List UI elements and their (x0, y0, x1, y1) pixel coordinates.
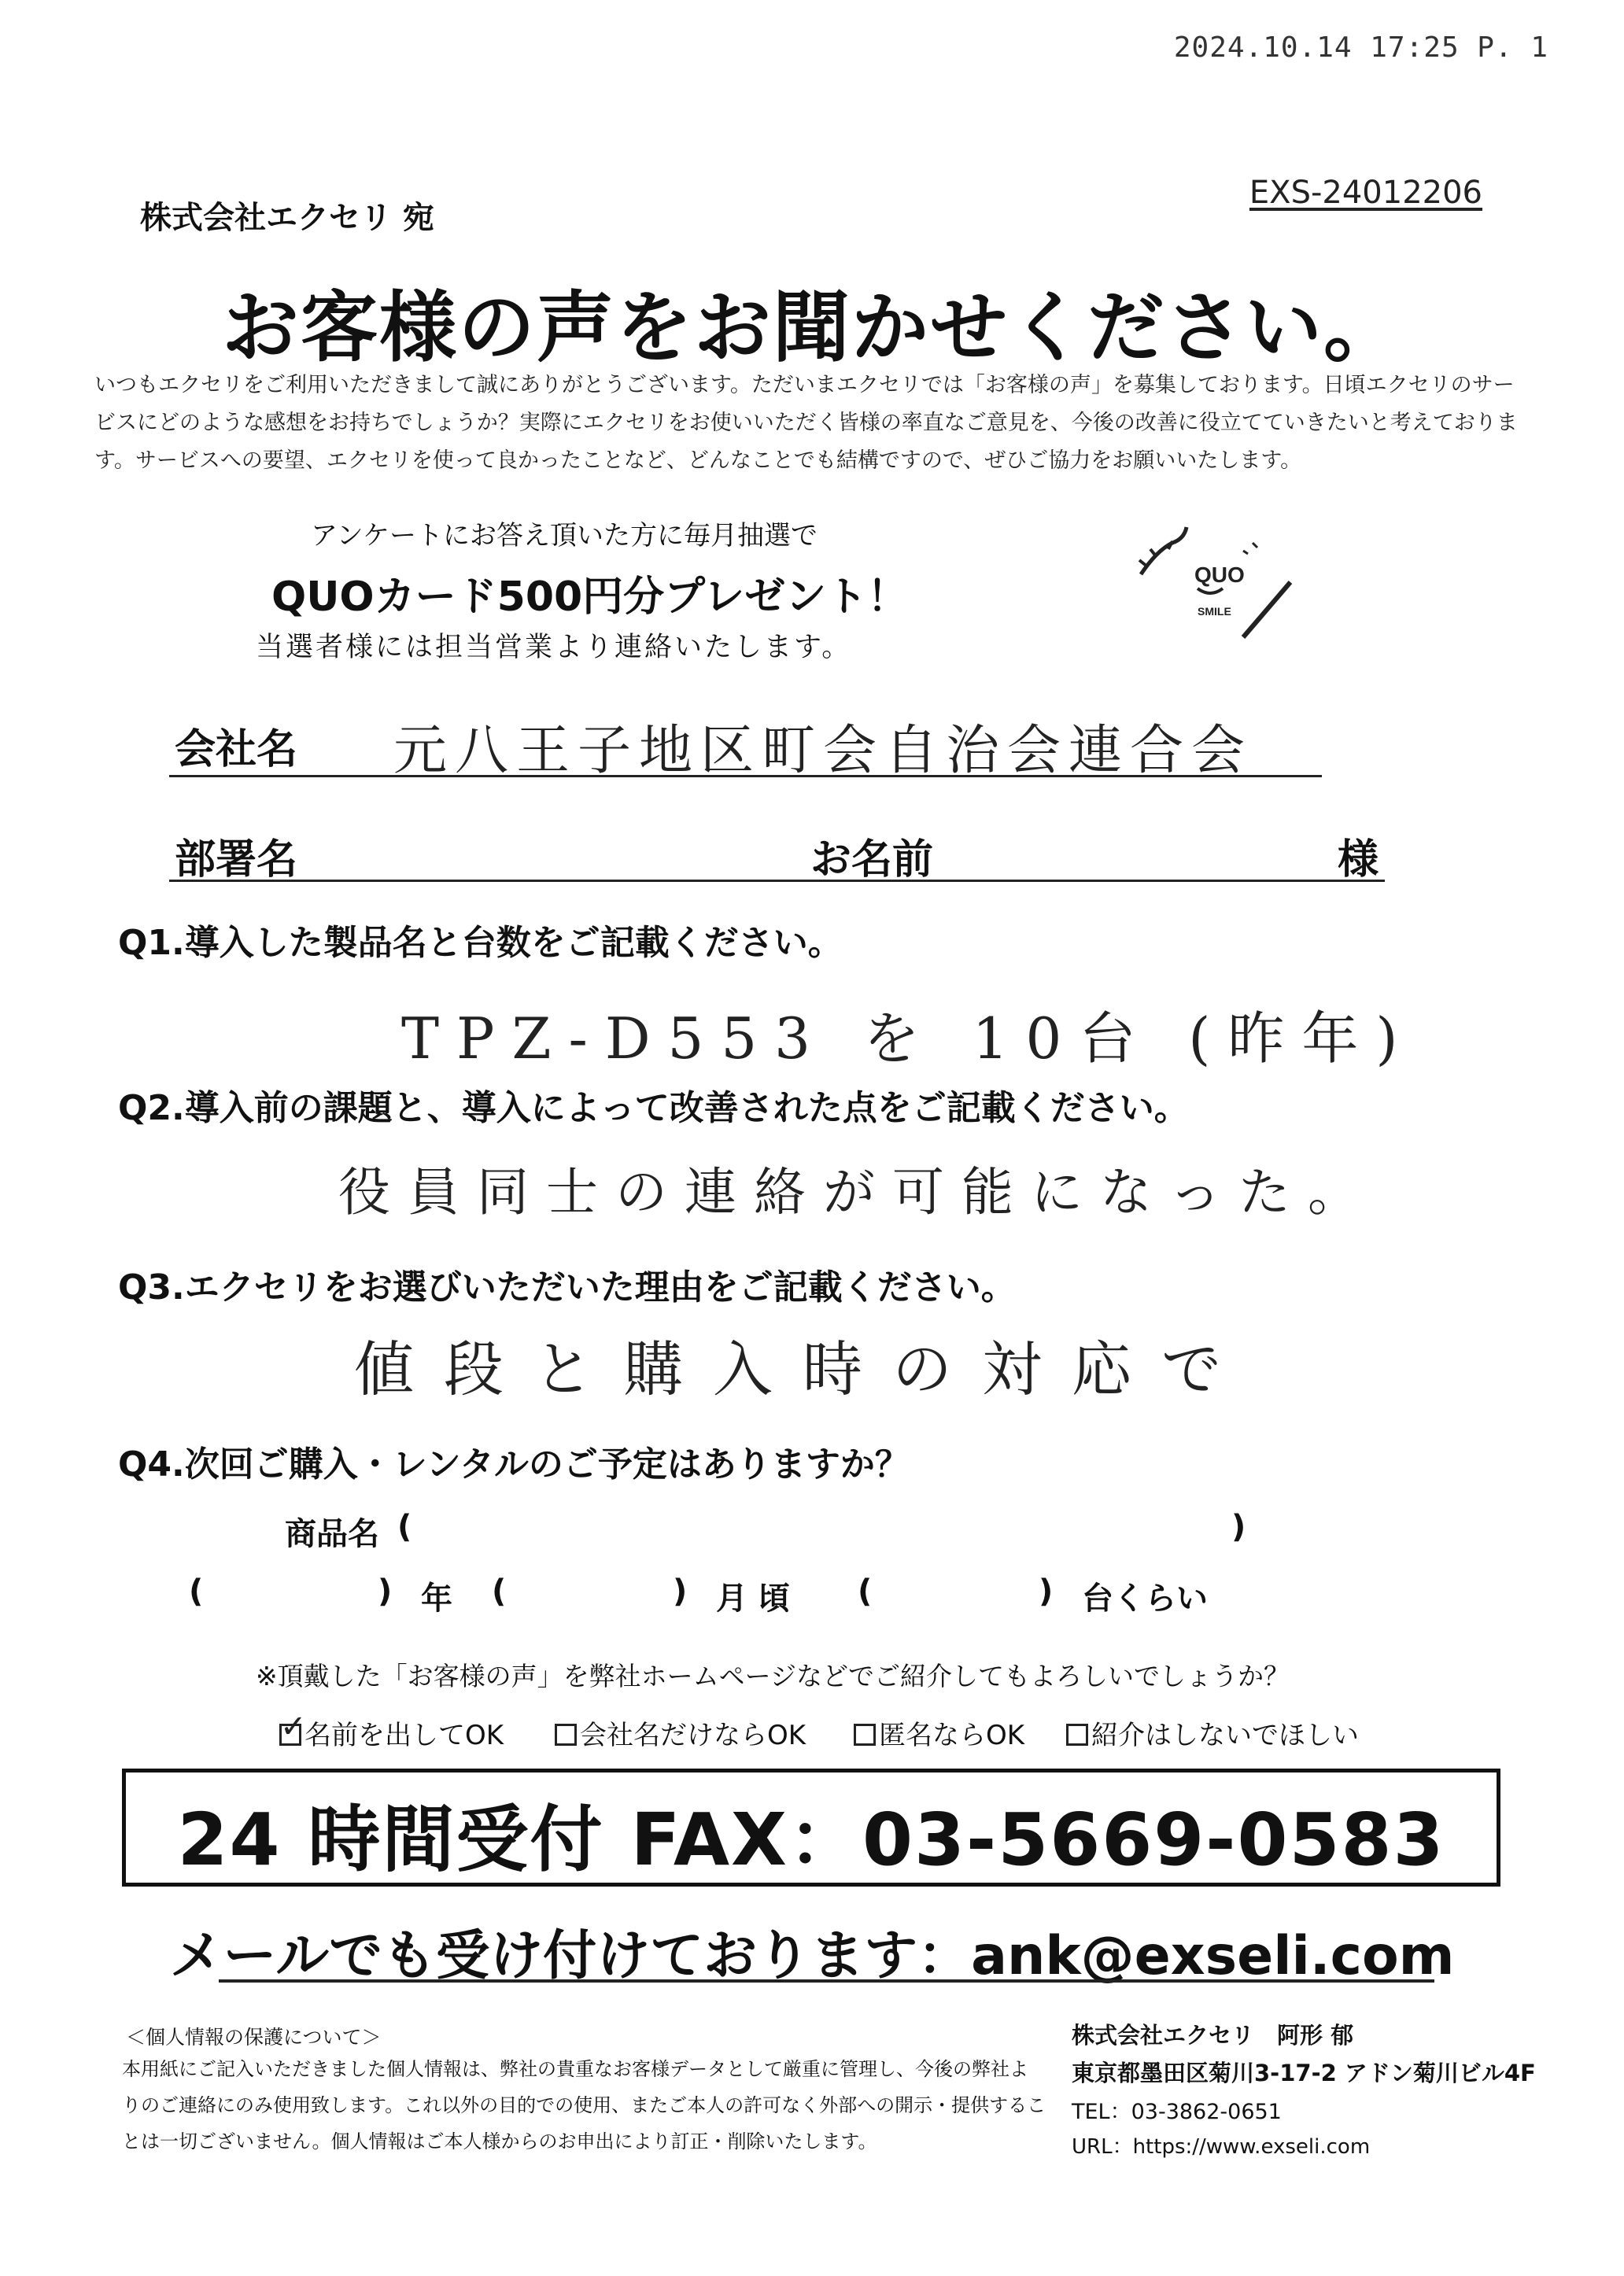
fax-datetime-header: 2024.10.14 17:25 P. 1 (1173, 31, 1548, 64)
q4-units-open-paren: ( (858, 1573, 873, 1610)
checkbox-unchecked[interactable] (1066, 1724, 1088, 1746)
q3-label: Q3.エクセリをお選びいただいた理由をご記載ください。 (118, 1267, 1016, 1308)
q4-product-label: 商品名 (285, 1516, 379, 1552)
company-tel: TEL：03-3862-0651 (1072, 2100, 1282, 2124)
company-url: URL：https://www.exseli.com (1072, 2135, 1371, 2159)
q4-units-close-paren: ) (1039, 1573, 1054, 1610)
q4-month-label: 月 頃 (716, 1581, 790, 1617)
q4-product-close-paren: ) (1231, 1509, 1246, 1545)
consent-option-no-introduction[interactable] (1066, 1713, 1359, 1752)
checkbox-unchecked[interactable] (555, 1724, 577, 1746)
q4-year-open-paren: ( (189, 1573, 204, 1610)
consent-option-company-only[interactable] (555, 1713, 806, 1752)
mail-underline (219, 1979, 1434, 1983)
consent-option-anonymous[interactable] (854, 1713, 1024, 1752)
consent-question: ※頂戴した「お客様の声」を弊社ホームページなどでご紹介してもよろしいでしょうか？ (256, 1661, 1290, 1691)
promo-line-3: 当選者様には担当営業より連絡いたします。 (256, 632, 852, 663)
checkbox-checked[interactable] (279, 1709, 307, 1746)
consent-option-label: 会社名だけならOK (580, 1720, 806, 1751)
q4-year-label: 年 (421, 1581, 452, 1617)
consent-option-label: 紹介はしないでほしい (1091, 1720, 1359, 1751)
company-address: 東京都墨田区菊川3-17-2 アドン菊川ビル4F (1072, 2060, 1536, 2086)
intro-text: いつもエクセリをご利用いただきまして誠にありがとうございます。ただいまエクセリでは「お客様の声」を募集しております。日頃エクセリのサービスにどのような感想をお持ちでしょうか？実際にエクセリをお使いいただく皆様の率直なご意見を、今後の改善に役立てていきたいと考えております。サービスへの要望、エクセリを使って良かったことなど、どんなことでも結構ですので、ぜひご協力をお願いいたします。 (94, 373, 1518, 473)
promo-line-2: QUOカード500円分プレゼント！ (271, 574, 909, 621)
consent-option-label: 名前を出してOK (304, 1720, 504, 1751)
q4-month-close-paren: ) (673, 1573, 688, 1610)
company-label: 会社名 (175, 726, 298, 773)
department-name-underline (169, 880, 1385, 882)
company-contact-name: 株式会社エクセリ 阿形 郁 (1072, 2022, 1354, 2049)
promo-line-1: アンケートにお答え頂いた方に毎月抽選で (311, 520, 818, 551)
check-mark-icon: ✓ (280, 1709, 307, 1745)
q4-month-open-paren: ( (492, 1573, 507, 1610)
q2-label: Q2.導入前の課題と、導入によって改善された点をご記載ください。 (118, 1088, 1189, 1128)
q2-answer[interactable]: 役員同士の連絡が可能になった。 (338, 1162, 1377, 1223)
quo-logo-text: QUO (1194, 563, 1245, 587)
form-title: お客様の声をお聞かせください。 (221, 283, 1402, 373)
honorific-label: 様 (1338, 836, 1379, 883)
consent-option-name-ok[interactable] (279, 1709, 504, 1752)
fax-number-text: 24 時間受付 FAX：03-5669-0583 (177, 1798, 1445, 1882)
mail-contact-text: メールでも受け付けております：ank@exseli.com (169, 1925, 1455, 1987)
privacy-title: ＜個人情報の保護について＞ (126, 2026, 382, 2049)
quo-card-logo (1125, 519, 1298, 645)
consent-option-label: 匿名ならOK (879, 1720, 1025, 1751)
q4-product-open-paren: ( (397, 1509, 412, 1545)
q1-answer[interactable]: TPZ-D553 を 10台 (昨年) (401, 1005, 1415, 1072)
name-label: お名前 (810, 836, 934, 883)
addressee: 株式会社エクセリ 宛 (140, 200, 434, 236)
q4-units-label: 台くらい (1082, 1581, 1208, 1617)
company-underline (169, 775, 1322, 777)
checkbox-unchecked[interactable] (854, 1724, 876, 1746)
privacy-text: 本用紙にご記入いただきました個人情報は、弊社の貴重なお客様データとして厳重に管理し、今後の弊社よりのご連絡にのみ使用致します。これ以外の目的での使用、またご本人の許可なく外部への開示・提供することは一切ございません。個人情報はご本人様からのお申出により訂正・削除いたします。 (122, 2058, 1046, 2152)
department-label: 部署名 (175, 836, 298, 883)
q4-label: Q4.次回ご購入・レンタルのご予定はありますか？ (118, 1444, 910, 1485)
quo-logo-subtext: SMILE (1198, 605, 1231, 618)
q3-answer[interactable]: 値段と購入時の対応で (354, 1334, 1251, 1404)
q4-year-close-paren: ) (378, 1573, 393, 1610)
q1-label: Q1.導入した製品名と台数をご記載ください。 (118, 923, 843, 963)
company-value[interactable]: 元八王子地区町会自治会連合会 (393, 720, 1253, 782)
document-id: EXS-24012206 (1249, 175, 1482, 211)
